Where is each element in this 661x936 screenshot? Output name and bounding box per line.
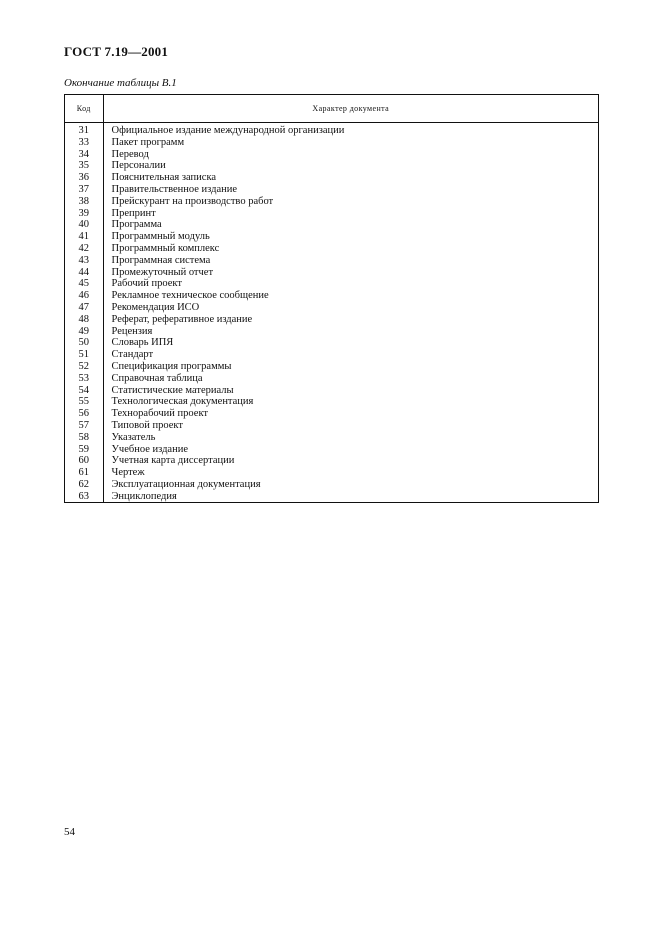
row-name-cell: Программный модуль [111,231,210,243]
row-name-cell: Статистические материалы [111,384,234,396]
row-code-cell: 62 [65,479,103,491]
table-row [65,432,598,444]
row-name-cell: Рекомендация ИСО [111,301,200,313]
row-code-cell: 60 [65,455,103,467]
table-row [65,290,598,302]
row-code-cell: 52 [65,361,103,373]
table-row [65,491,598,503]
row-name-cell: Пакет программ [111,136,185,148]
row-name-cell: Программный комплекс [111,242,220,254]
row-code-cell: 48 [65,314,103,326]
table-row [65,196,598,208]
row-name-cell: Официальное издание международной организации [111,125,345,136]
document-types-table [64,94,599,503]
table-row [65,149,598,161]
page-header-title: ГОСТ 7.19—2001 [64,44,169,59]
row-name-cell: Пояснительная записка [111,172,217,184]
row-name-cell: Справочная таблица [111,372,203,384]
table-row [65,396,598,408]
table-row [65,455,598,467]
row-code-cell: 45 [65,278,103,290]
table-row [65,123,598,137]
table-row [65,467,598,479]
row-code-cell: 63 [65,491,103,503]
table-row [65,137,598,149]
table-row [65,408,598,420]
row-code-cell: 50 [65,337,103,349]
table-row [65,479,598,491]
row-code-cell: 41 [65,231,103,243]
row-code-cell: 51 [65,349,103,361]
row-name-cell: Спецификация программы [111,360,232,372]
row-code-cell: 40 [65,219,103,231]
row-code-cell: 31 [65,123,103,137]
row-name-cell: Прейскурант на производство работ [111,195,274,207]
row-code-cell: 55 [65,396,103,408]
table-header-row [65,95,598,123]
table-row [65,444,598,456]
row-name-cell: Правительственное издание [111,183,238,195]
row-code-cell: 54 [65,385,103,397]
column-header-code: Код [65,95,103,123]
table-row [65,160,598,172]
row-code-cell: 37 [65,184,103,196]
row-code-cell: 36 [65,172,103,184]
row-code-cell: 42 [65,243,103,255]
table-row [65,337,598,349]
row-code-cell: 58 [65,432,103,444]
table-row [65,231,598,243]
row-name-cell: Учебное издание [111,443,188,455]
row-name-cell: Словарь ИПЯ [111,337,174,349]
table-row [65,255,598,267]
row-code-cell: 57 [65,420,103,432]
row-name-cell: Указатель [111,431,156,443]
row-name-cell: Типовой проект [111,419,183,431]
row-name-cell: Эксплуатационная документация [111,478,261,490]
table-row [65,208,598,220]
row-code-cell: 44 [65,267,103,279]
row-code-cell: 53 [65,373,103,385]
row-name-cell: Рецензия [111,325,153,337]
table-row [65,349,598,361]
row-code-cell: 33 [65,137,103,149]
table-row [65,243,598,255]
row-code-cell: 35 [65,160,103,172]
row-name-cell: Чертеж [111,467,145,479]
row-name-cell: Реферат, реферативное издание [111,313,253,325]
table-row [65,302,598,314]
table-row [65,420,598,432]
table-row [65,385,598,397]
table-row [65,267,598,279]
table-row [65,278,598,290]
row-name-cell: Технологическая документация [111,396,254,408]
table-row [65,361,598,373]
page-number: 54 [64,826,75,838]
table-body [65,123,598,503]
row-code-cell: 56 [65,408,103,420]
row-code-cell: 47 [65,302,103,314]
table-row [65,184,598,196]
row-name-cell: Учетная карта диссертации [111,455,235,467]
table-caption: Окончание таблицы В.1 [64,77,177,89]
row-name-cell: Рабочий проект [111,278,182,290]
table-header [65,95,598,123]
table-row [65,219,598,231]
row-name-cell: Препринт [111,207,156,219]
row-name-cell: Программа [111,219,162,231]
row-code-cell: 61 [65,467,103,479]
row-code-cell: 34 [65,149,103,161]
row-name-cell: Технорабочий проект [111,408,208,420]
row-name-cell: Перевод [111,148,149,160]
row-name-cell: Промежуточный отчет [111,266,214,278]
row-name-cell: Рекламное техническое сообщение [111,290,269,302]
row-name-cell: Энциклопедия [111,490,177,502]
row-code-cell: 49 [65,326,103,338]
column-header-name: Характер документа [103,95,598,123]
row-name-cell: Персоналии [111,160,166,172]
row-code-cell: 59 [65,444,103,456]
row-code-cell: 43 [65,255,103,267]
row-code-cell: 38 [65,196,103,208]
table-row [65,314,598,326]
document-types-grid [65,95,598,503]
table-row [65,172,598,184]
row-name-cell: Программная система [111,254,211,266]
row-code-cell: 39 [65,208,103,220]
table-row [65,326,598,338]
row-code-cell: 46 [65,290,103,302]
row-name-cell: Стандарт [111,349,154,361]
table-row [65,373,598,385]
